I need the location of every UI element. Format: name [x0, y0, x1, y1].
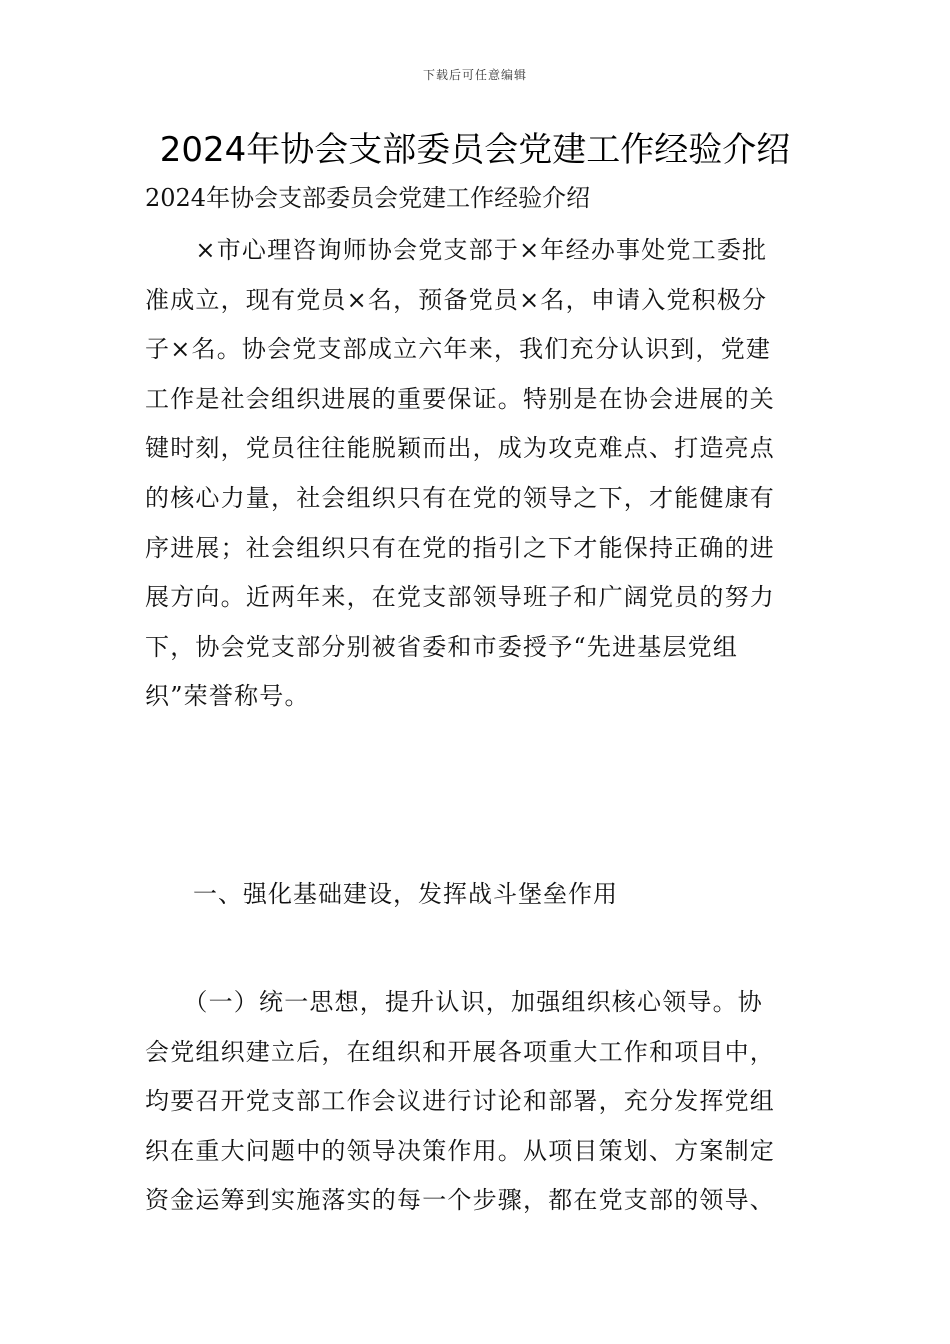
- section-heading: 一、强化基础建设，发挥战斗堡垒作用: [193, 880, 618, 908]
- paragraph-line: 子×名。协会党支部成立六年来，我们充分认识到，党建: [145, 335, 772, 364]
- header-note: 下载后可任意编辑: [422, 68, 527, 82]
- paragraph-line: 的核心力量，社会组织只有在党的领导之下，才能健康有: [145, 483, 775, 512]
- document-title: 2024年协会支部委员会党建工作经验介绍: [159, 130, 791, 170]
- paragraph-line: 准成立，现有党员×名，预备党员×名，申请入党积极分: [145, 285, 768, 314]
- paragraph-line: 序进展；社会组织只有在党的指引之下才能保持正确的进: [145, 533, 775, 562]
- paragraph-line: 工作是社会组织进展的重要保证。特别是在协会进展的关: [145, 384, 775, 413]
- paragraph-line: 会党组织建立后，在组织和开展各项重大工作和项目中，: [145, 1037, 775, 1066]
- paragraph-line: ×市心理咨询师协会党支部于×年经办事处党工委批: [145, 236, 768, 264]
- paragraph-line: 织”荣誉称号。: [145, 682, 310, 711]
- paragraph-line: 资金运筹到实施落实的每一个步骤，都在党支部的领导、: [145, 1186, 775, 1215]
- section-paragraph: [145, 978, 805, 1226]
- intro-paragraph: [145, 226, 805, 722]
- paragraph-line: 下，协会党支部分别被省委和市委授予“先进基层党组: [145, 632, 739, 661]
- paragraph-line: 键时刻，党员往往能脱颖而出，成为攻克难点、打造亮点: [145, 434, 775, 463]
- paragraph-line: 织在重大问题中的领导决策作用。从项目策划、方案制定: [145, 1136, 775, 1165]
- paragraph-line: 展方向。近两年来，在党支部领导班子和广阔党员的努力: [145, 583, 775, 612]
- paragraph-line: （一）统一思想，提升认识，加强组织核心领导。协: [145, 988, 763, 1016]
- paragraph-line: 均要召开党支部工作会议进行讨论和部署，充分发挥党组: [145, 1087, 775, 1116]
- document-subtitle: 2024年协会支部委员会党建工作经验介绍: [145, 184, 591, 212]
